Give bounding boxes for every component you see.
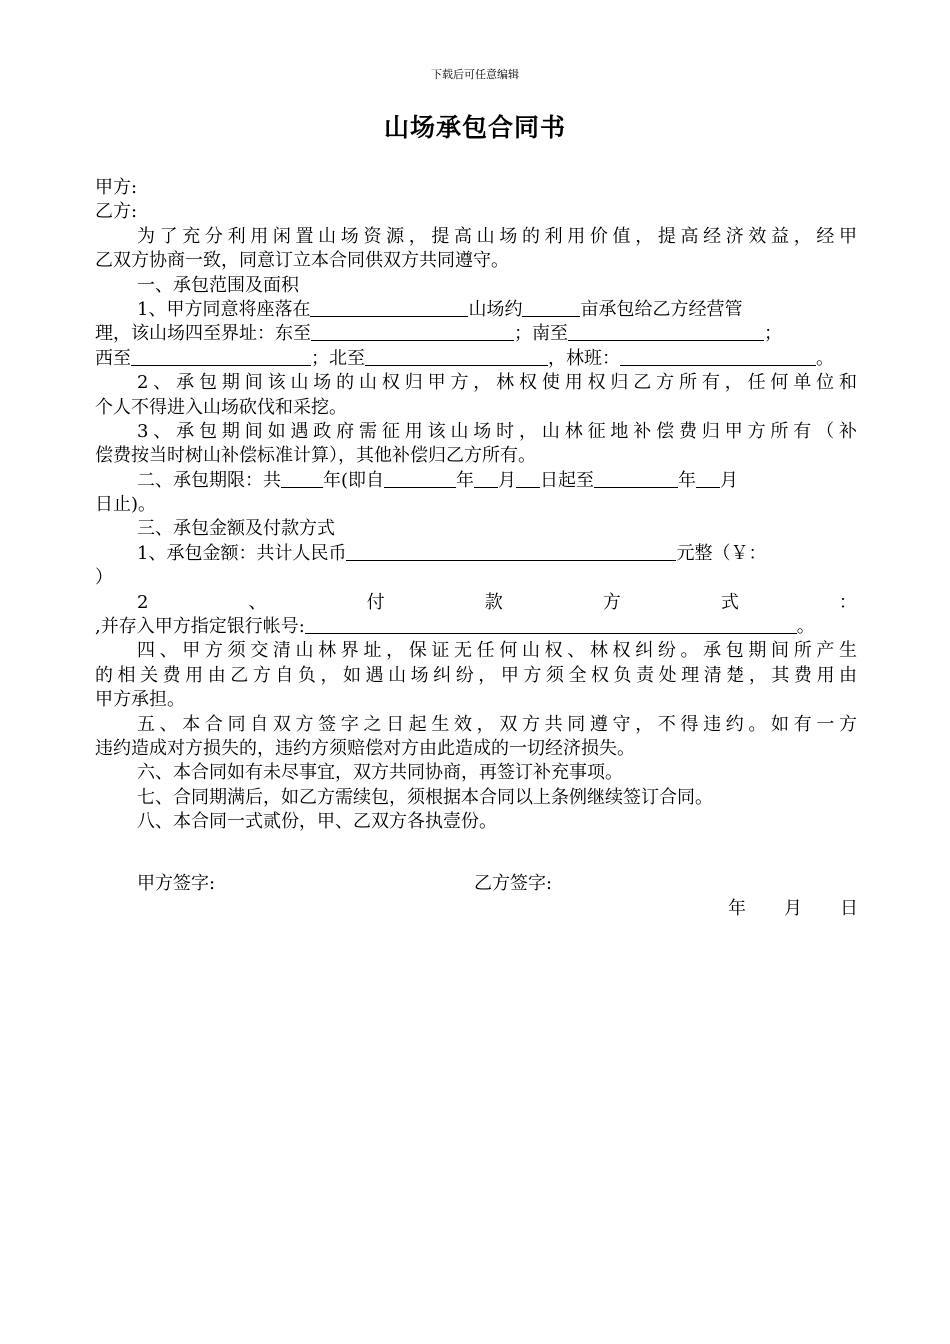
section-4-line-3: 甲方承担。 (95, 689, 185, 711)
clause-1-1-line-3 (95, 347, 857, 371)
clause-1-1-line-2 (95, 322, 857, 346)
payment-method-line (95, 591, 857, 615)
bank-account-blank[interactable] (305, 615, 797, 634)
south-boundary-blank[interactable] (568, 322, 764, 341)
payment-char: 式 (720, 591, 739, 613)
clause-text: 二、承包期限：共 (137, 469, 281, 491)
section-8: 八、本合同一式贰份，甲、乙双方各执壹份。 (137, 811, 497, 833)
section-6: 六、本合同如有未尽事宜，双方共同协商，再签订补充事项。 (137, 762, 623, 784)
clause-1-1-line-1 (95, 298, 857, 322)
payment-char: ： (838, 591, 857, 613)
signing-date (728, 897, 858, 921)
forest-class-blank[interactable] (620, 347, 816, 366)
start-year-blank[interactable] (384, 469, 456, 488)
north-boundary-blank[interactable] (365, 347, 548, 366)
clause-1-3-line-1: 3、承包期间如遇政府需征用该山场时，山林征地补偿费归甲方所有（补 (137, 420, 857, 442)
clause-text: 。 (816, 347, 834, 369)
section-2-line-2: 日止)。 (95, 494, 157, 516)
section-2-line-1 (95, 469, 857, 493)
clause-text: 元整（￥： (676, 542, 767, 564)
date-month: 月 (784, 898, 802, 919)
section-4-line-1: 四、甲方须交清山林界址，保证无任何山权、林权纠纷。承包期间所产生 (137, 640, 857, 662)
contract-body (95, 176, 857, 835)
location-blank[interactable] (310, 298, 468, 317)
clause-text: 1、甲方同意将座落在 (137, 298, 311, 320)
amount-blank[interactable] (346, 542, 676, 561)
payment-char: 方 (602, 591, 621, 613)
party-a-line: 甲方: (95, 177, 138, 198)
payment-char: 款 (484, 591, 503, 613)
clause-text: ； (764, 323, 782, 345)
party-b-line: 乙方: (95, 201, 138, 223)
start-day-blank[interactable] (516, 469, 540, 488)
clause-text: 亩承包给乙方经营管 (580, 298, 743, 320)
clause-1-3-line-2: 偿费按当时树山补偿标准计算），其他补偿归乙方所有。 (95, 445, 536, 467)
clause-text: 月 (720, 469, 739, 491)
bank-account-line (95, 615, 857, 639)
clause-text: 月 (498, 469, 517, 491)
years-blank[interactable] (281, 469, 323, 488)
party-a-signature: 甲方签字: (137, 873, 216, 894)
date-day: 日 (840, 898, 858, 919)
intro-line-2: 乙双方协商一致，同意订立本合同供双方共同遵守。 (95, 250, 509, 272)
date-year: 年 (728, 898, 746, 919)
section-7: 七、合同期满后，如乙方需续包，须根据本合同以上条例继续签订合同。 (137, 786, 713, 808)
area-blank[interactable] (522, 298, 580, 317)
clause-1-2-line-1: 2、承包期间该山场的山权归甲方，林权使用权归乙方所有，任何单位和 (137, 372, 857, 394)
payment-char: 、 (248, 591, 267, 613)
amount-line-2: ） (95, 567, 113, 589)
clause-text: ；北至 (311, 347, 365, 369)
clause-text: ；南至 (514, 323, 568, 345)
clause-text: ，林班： (548, 347, 620, 369)
end-month-blank[interactable] (696, 469, 720, 488)
end-year-blank[interactable] (594, 469, 678, 488)
amount-line (95, 542, 857, 566)
section-5-line-1: 五、本合同自双方签字之日起生效，双方共同遵守，不得违约。如有一方 (137, 713, 857, 735)
header-note: 下载后可任意编辑 (431, 68, 519, 81)
start-month-blank[interactable] (474, 469, 498, 488)
section-5-line-2: 违约造成对方损失的，违约方须赔偿对方由此造成的一切经济损失。 (95, 737, 635, 759)
clause-text: 年 (456, 469, 475, 491)
section-3-heading: 三、承包金额及付款方式 (137, 518, 335, 540)
clause-text: 理，该山场四至界址：东至 (95, 323, 311, 345)
clause-text: 1、承包金额：共计人民币 (137, 542, 347, 564)
clause-text: 西至 (95, 347, 131, 369)
clause-text: 。 (796, 616, 815, 638)
clause-text: 年 (678, 469, 697, 491)
payment-char: 付 (366, 591, 385, 613)
west-boundary-blank[interactable] (131, 347, 311, 366)
east-boundary-blank[interactable] (311, 322, 514, 341)
clause-text: 山场约 (468, 298, 523, 320)
document-title: 山场承包合同书 (383, 113, 566, 142)
section-1-heading: 一、承包范围及面积 (137, 274, 299, 296)
clause-text: 日起至 (540, 469, 595, 491)
clause-text: ,并存入甲方指定银行帐号: (95, 616, 305, 638)
clause-1-2-line-2: 个人不得进入山场砍伐和采挖。 (95, 396, 347, 418)
intro-line-1: 为了充分利用闲置山场资源，提高山场的利用价值，提高经济效益，经甲 (137, 225, 857, 247)
clause-text: 年(即自 (323, 469, 385, 491)
payment-char: 2 (137, 591, 149, 613)
section-4-line-2: 的相关费用由乙方自负，如遇山场纠纷，甲方须全权负责处理清楚，其费用由 (95, 664, 857, 686)
party-b-signature: 乙方签字: (474, 873, 553, 894)
